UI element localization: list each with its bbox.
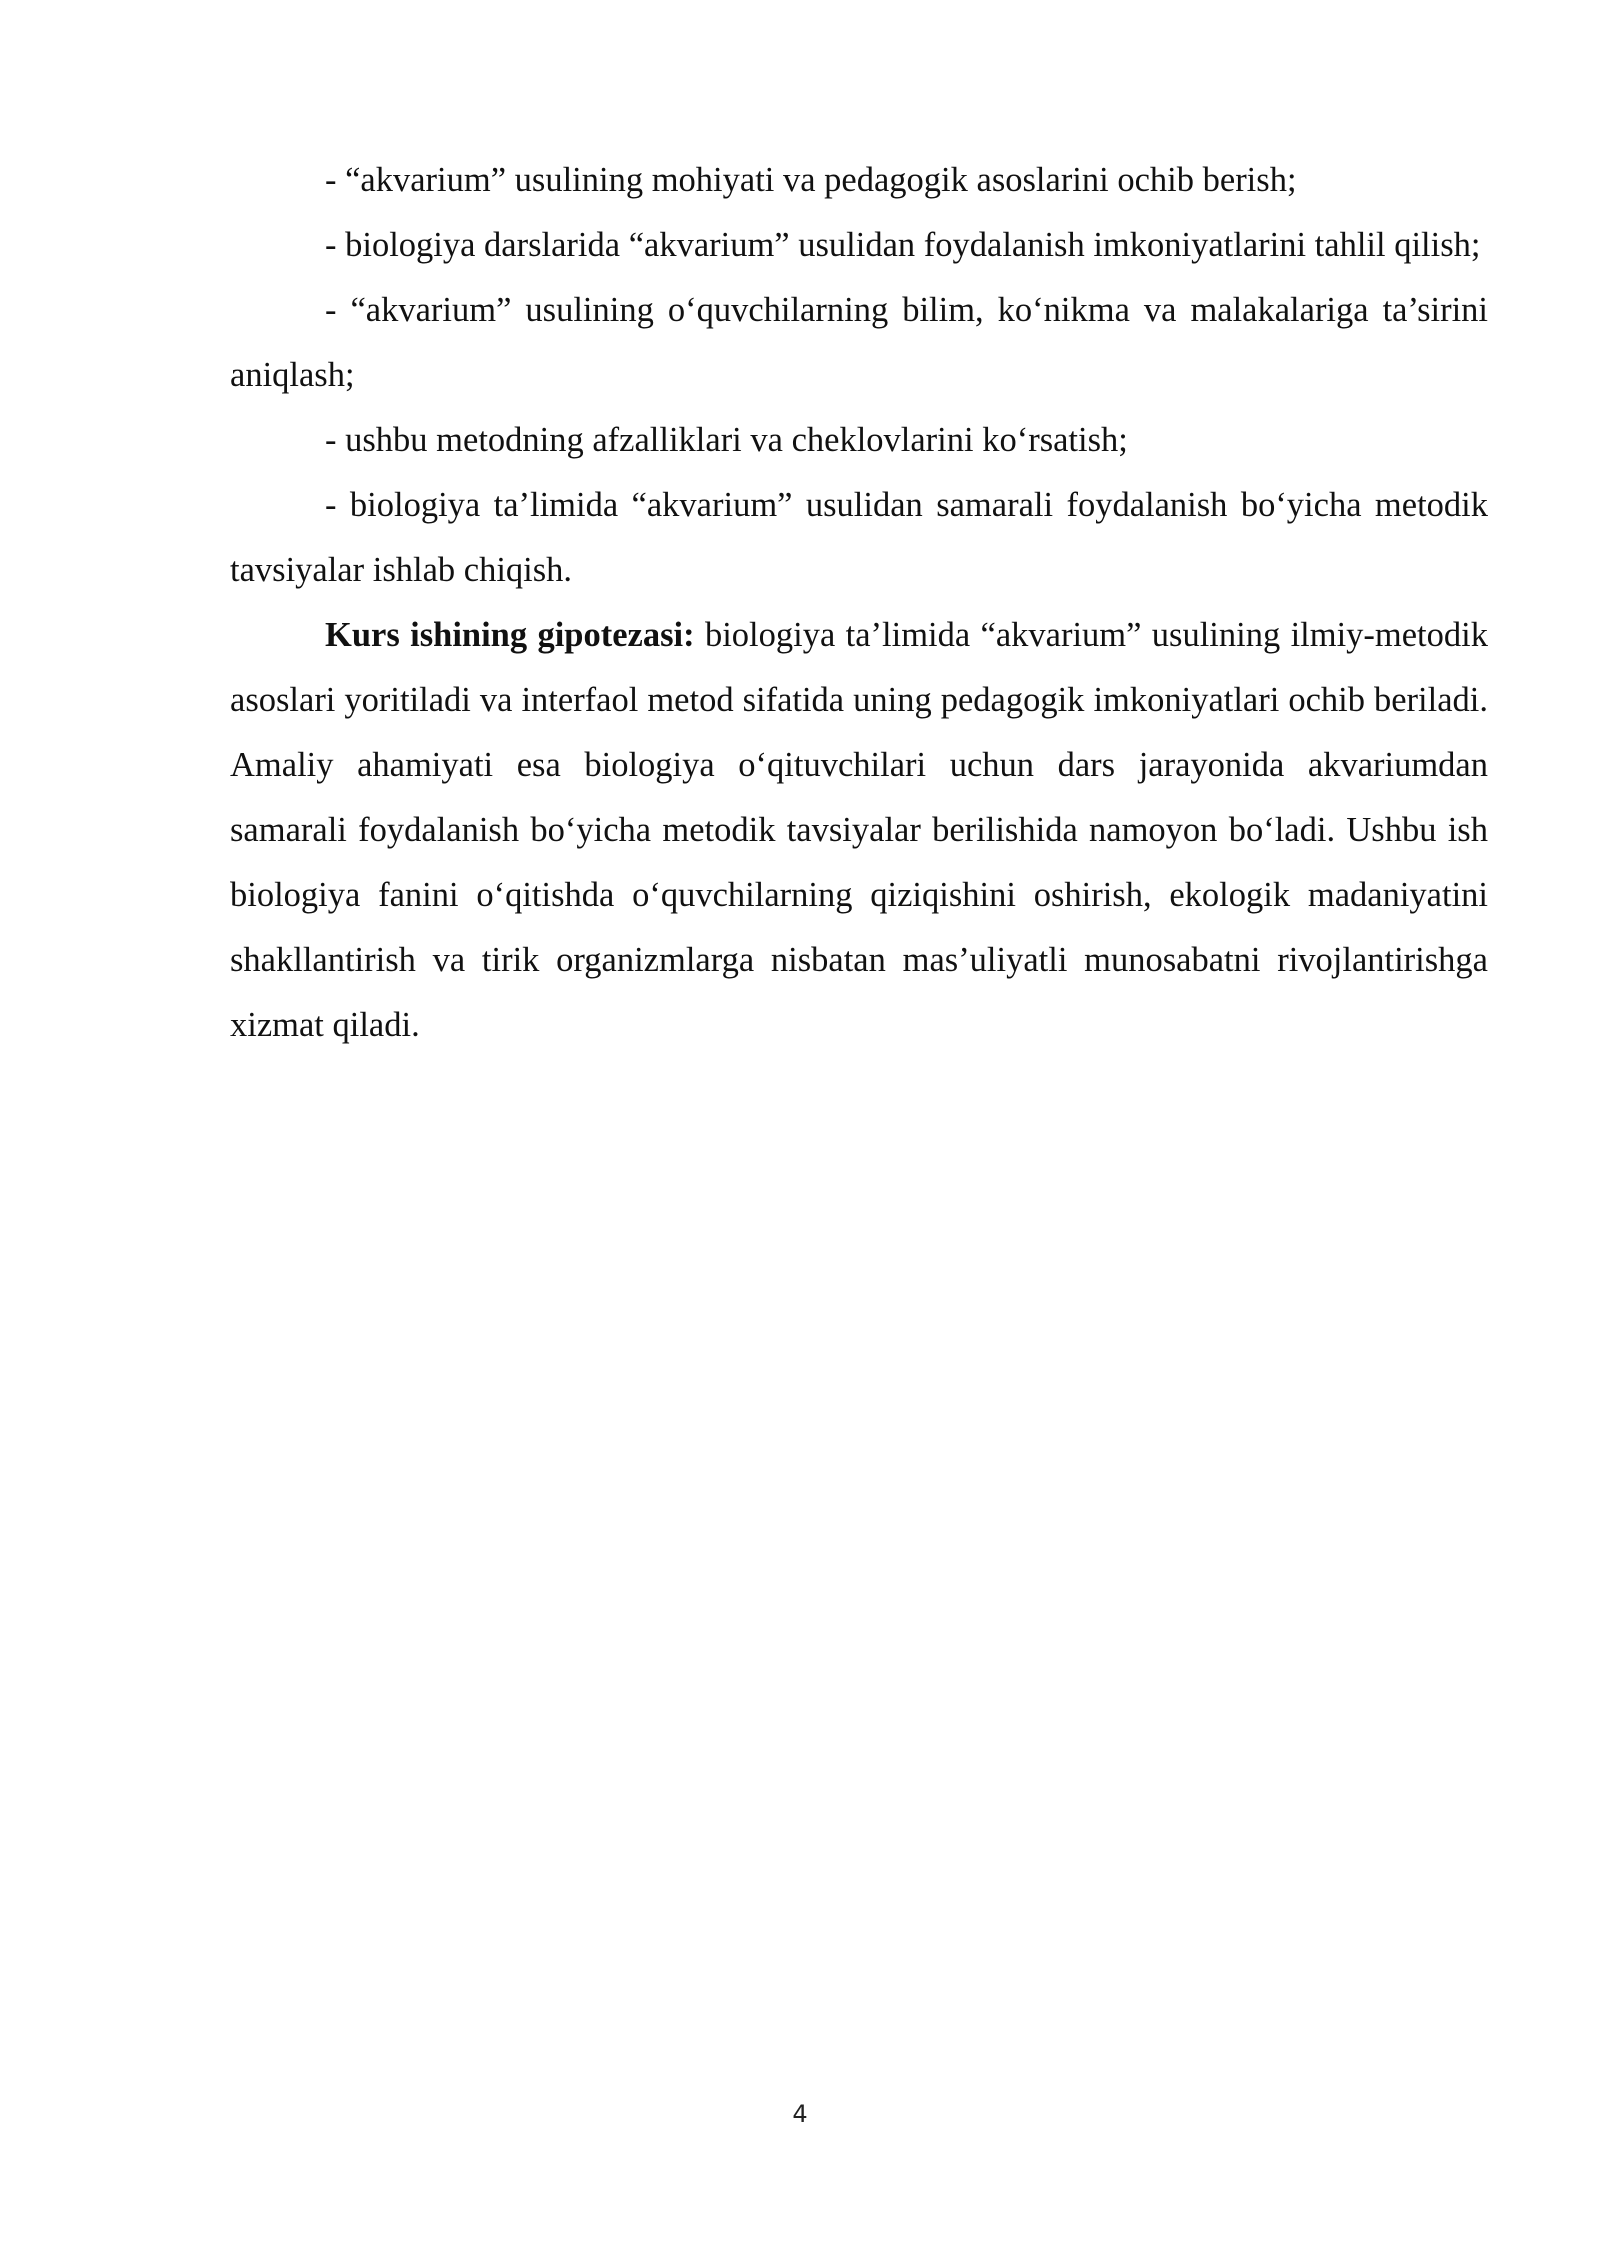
page-number: 4 — [792, 2100, 808, 2128]
document-body — [230, 148, 1488, 1058]
bullet-item: - biologiya ta’limida “akvarium” usulidan samarali foydalanish bo‘yicha metodik tavsiyalar ishlab chiqish. — [230, 486, 1488, 589]
hypothesis-label: Kurs ishining gipotezasi: — [325, 616, 695, 654]
bullet-item: - “akvarium” usulining mohiyati va pedagogik asoslarini ochib berish; — [325, 161, 1297, 199]
hypothesis-paragraph — [230, 603, 1488, 1058]
bullet-item: - “akvarium” usulining o‘quvchilarning bilim, ko‘nikma va malakalariga ta’sirini aniqlash; — [230, 291, 1488, 394]
hypothesis-text: biologiya ta’limida “akvarium” usulining ilmiy-metodik asoslari yoritiladi va interfaol metod sifatida uning pedagogik imkoniyatlari ochib beriladi. Amaliy ahamiyati esa biologiya o‘qituvchilari uchun dars jarayonida akvariumdan samarali foydalanish bo‘yicha metodik tavsiyalar berilishida namoyon bo‘ladi. Ushbu ish biologiya fanini o‘qitishda o‘quvchilarning qiziqishini oshirish, ekologik madaniyatini shakllantirish va tirik organizmlarga nisbatan mas’uliyatli munosabatni rivojlantirishga xizmat qiladi. — [230, 616, 1488, 1044]
bullet-item: - ushbu metodning afzalliklari va cheklovlarini ko‘rsatish; — [325, 421, 1128, 459]
bullet-item: - biologiya darslarida “akvarium” usulidan foydalanish imkoniyatlarini tahlil qilish; — [325, 226, 1481, 264]
